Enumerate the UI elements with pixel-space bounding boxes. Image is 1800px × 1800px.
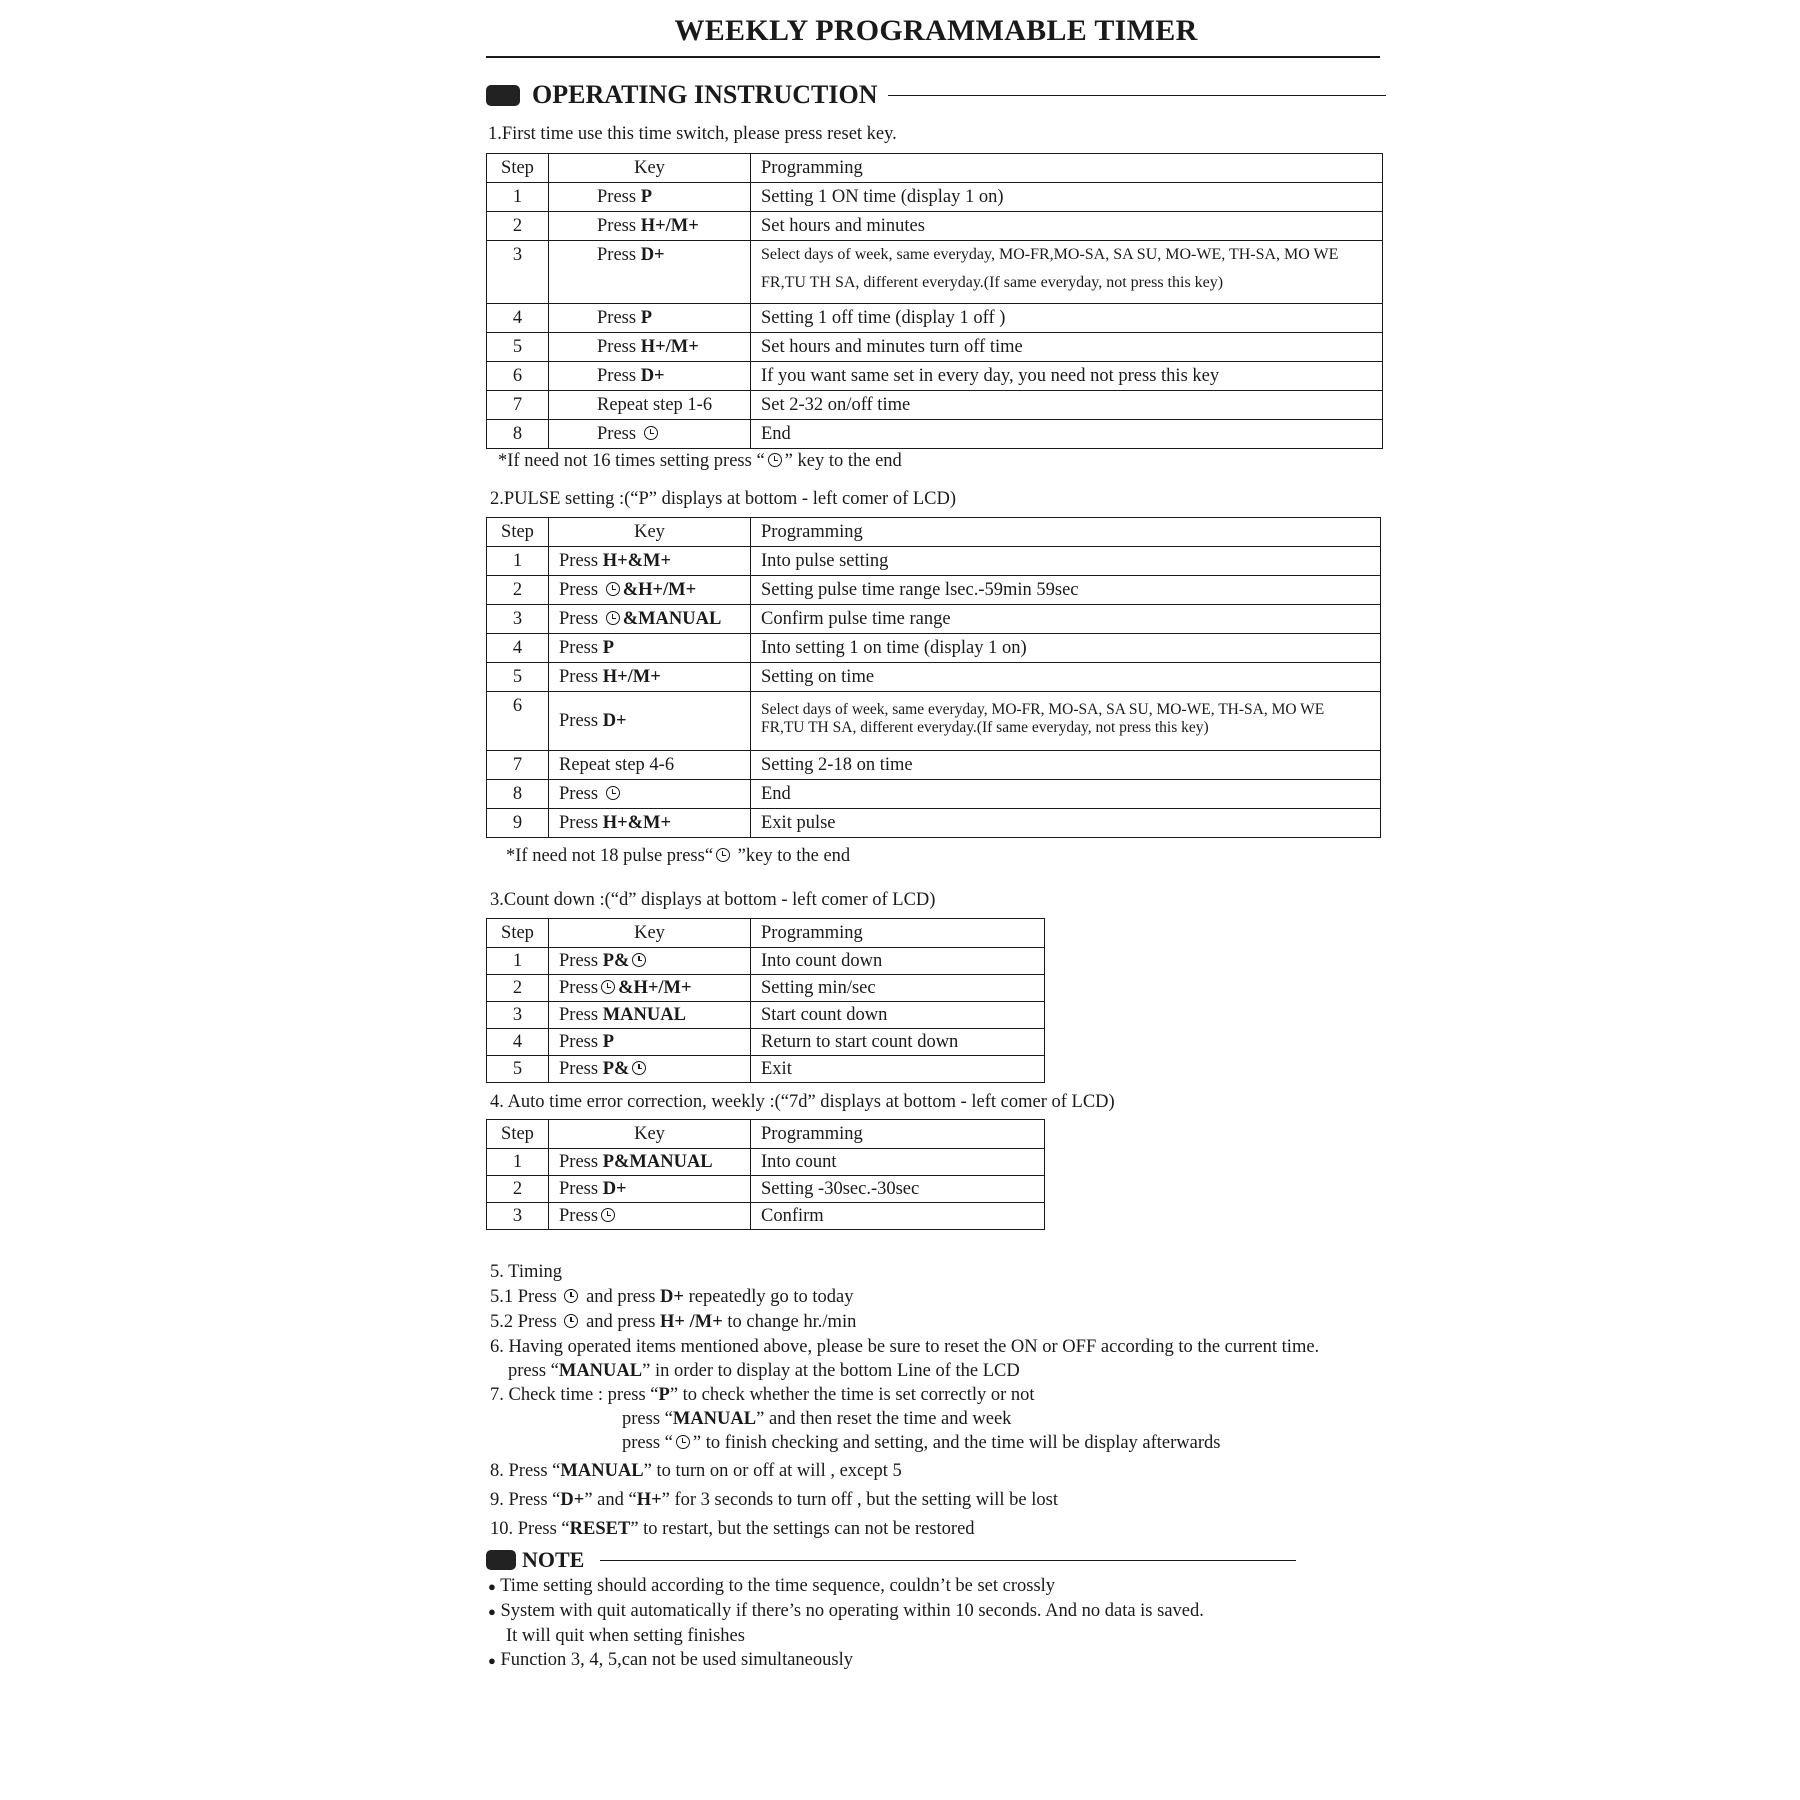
s2-intro: 2.PULSE setting :(“P” displays at bottom - left comer of LCD) [490,489,957,509]
header-programming: Programming [751,518,1381,547]
note-heading-rule [600,1560,1296,1561]
key-cell: Press P&MANUAL [549,1149,751,1176]
programming-cell: Exit pulse [751,809,1381,838]
key-cell: Press &H+/M+ [549,975,751,1002]
programming-cell: If you want same set in every day, you need not press this key [751,362,1383,391]
table-row [487,183,1383,212]
step-cell: 5 [487,1056,549,1083]
table-row [487,663,1381,692]
key-cell: Press MANUAL [549,1002,751,1029]
step-cell: 2 [487,975,549,1002]
item9: 9. Press “D+” and “H+” for 3 seconds to turn off , but the setting will be lost [490,1490,1058,1510]
programming-cell: Confirm [751,1203,1045,1230]
step-cell: 3 [487,1002,549,1029]
note-badge-icon [486,1550,516,1570]
table-row [487,333,1383,362]
title-rule [486,56,1380,58]
table-row [487,1176,1045,1203]
clock-icon [606,786,620,800]
clock-icon [606,611,620,625]
table-row [487,1056,1045,1083]
item10: 10. Press “RESET” to restart, but the settings can not be restored [490,1519,975,1539]
key-cell: Press P [549,1029,751,1056]
header-key: Key [549,1120,751,1149]
header-step: Step [487,154,549,183]
programming-cell: Setting min/sec [751,975,1045,1002]
key-cell: Press P [549,304,751,333]
step-cell: 4 [487,1029,549,1056]
key-cell: Press &H+/M+ [549,576,751,605]
table-row [487,362,1383,391]
programming-cell: Into setting 1 on time (display 1 on) [751,634,1381,663]
header-key: Key [549,919,751,948]
clock-icon [716,848,730,862]
clock-icon [676,1435,690,1449]
clock-icon [564,1314,578,1328]
key-cell: Press P& [549,948,751,975]
s5-line-2: 5.2 Press and press H+ /M+ to change hr./min [490,1312,857,1332]
key-cell: Press [549,780,751,809]
table-row [487,751,1381,780]
section-heading-rule [888,95,1386,96]
programming-cell: Into count down [751,948,1045,975]
programming-cell: Setting -30sec.-30sec [751,1176,1045,1203]
header-step: Step [487,518,549,547]
item8: 8. Press “MANUAL” to turn on or off at will , except 5 [490,1461,902,1481]
s5-line-1: 5.1 Press and press D+ repeatedly go to today [490,1287,854,1307]
programming-cell: Setting 1 ON time (display 1 on) [751,183,1383,212]
step-cell: 1 [487,183,549,212]
table-row [487,948,1045,975]
table-row [487,605,1381,634]
key-cell: Press D+ [549,362,751,391]
note-item-continuation: It will quit when setting finishes [506,1626,745,1646]
s3-header-row [487,919,1045,948]
programming-cell: Start count down [751,1002,1045,1029]
key-cell: Press D+ [549,241,751,304]
instructions-list [490,1260,1386,1542]
s4-intro: 4. Auto time error correction, weekly :(“7d” displays at bottom - left comer of LCD) [490,1092,1115,1112]
clock-icon [768,453,782,467]
programming-cell: Select days of week, same everyday, MO-FR,MO-SA, SA SU, MO-WE, TH-SA, MO WE FR,TU TH SA, different everyday.(If same everyday, not press this key) [751,241,1383,304]
s1-table [486,153,1383,449]
document-page [486,0,1386,1673]
clock-icon [601,1208,615,1222]
s2-table [486,517,1381,838]
programming-cell: Setting 2-18 on time [751,751,1381,780]
clock-icon [564,1289,578,1303]
table-row [487,547,1381,576]
key-cell: Press H+&M+ [549,547,751,576]
document-title: WEEKLY PROGRAMMABLE TIMER [674,14,1198,47]
step-cell: 4 [487,634,549,663]
step-cell: 2 [487,1176,549,1203]
table-row [487,420,1383,449]
section-badge-icon [486,85,520,106]
section-heading-label: OPERATING INSTRUCTION [532,80,878,109]
s3-table [486,918,1045,1083]
programming-cell: Set hours and minutes turn off time [751,333,1383,362]
step-cell: 7 [487,751,549,780]
note-list [488,1574,1386,1673]
header-key: Key [549,154,751,183]
clock-icon [644,426,658,440]
clock-icon [606,582,620,596]
header-key: Key [549,518,751,547]
item7-line-3: press “ ” to finish checking and setting, and the time will be display afterwards [622,1433,1221,1453]
step-cell: 6 [487,362,549,391]
step-cell: 6 [487,692,549,751]
step-cell: 8 [487,420,549,449]
key-cell: Press P [549,183,751,212]
table-row [487,391,1383,420]
key-cell: Press [549,420,751,449]
step-cell: 1 [487,1149,549,1176]
table-row [487,576,1381,605]
step-cell: 5 [487,333,549,362]
table-row [487,809,1381,838]
s4-header-row [487,1120,1045,1149]
table-row [487,692,1381,751]
key-cell: Repeat step 4-6 [549,751,751,780]
clock-icon [632,1061,646,1075]
programming-cell: Exit [751,1056,1045,1083]
header-programming: Programming [751,919,1045,948]
step-cell: 3 [487,241,549,304]
key-cell: Press P& [549,1056,751,1083]
note-item: ● Time setting should according to the time sequence, couldn’t be set crossly [488,1576,1056,1596]
clock-icon [601,980,615,994]
programming-cell: Return to start count down [751,1029,1045,1056]
step-cell: 7 [487,391,549,420]
clock-icon [632,953,646,967]
table-row [487,304,1383,333]
note-item: ● Function 3, 4, 5,can not be used simultaneously [488,1650,853,1670]
key-cell: Press [549,1203,751,1230]
table-row [487,241,1383,304]
s1-intro: 1.First time use this time switch, please press reset key. [488,124,897,144]
header-step: Step [487,1120,549,1149]
step-cell: 4 [487,304,549,333]
step-cell: 2 [487,212,549,241]
key-cell: Press D+ [549,1176,751,1203]
note-heading-label: NOTE [522,1547,585,1572]
key-cell: Press D+ [549,692,751,751]
s1-note: *If need not 16 times setting press “ ” key to the end [498,451,902,471]
header-step: Step [487,919,549,948]
table-row [487,1203,1045,1230]
item7-line-1: 7. Check time : press “P” to check whether the time is set correctly or not [490,1385,1035,1405]
table-row [487,1149,1045,1176]
section-heading [486,78,1386,112]
step-cell: 2 [487,576,549,605]
table-row [487,975,1045,1002]
header-programming: Programming [751,1120,1045,1149]
step-cell: 9 [487,809,549,838]
item6-line-1: 6. Having operated items mentioned above, please be sure to reset the ON or OFF according to the current time. [490,1337,1320,1357]
s3-intro: 3.Count down :(“d” displays at bottom - left comer of LCD) [490,890,936,910]
table-row [487,780,1381,809]
table-row [487,634,1381,663]
programming-cell: Confirm pulse time range [751,605,1381,634]
programming-cell: Set 2-32 on/off time [751,391,1383,420]
s5-heading: 5. Timing [490,1262,562,1282]
table-row [487,1029,1045,1056]
key-cell: Press H+/M+ [549,212,751,241]
step-cell: 5 [487,663,549,692]
step-cell: 8 [487,780,549,809]
s2-note: *If need not 18 pulse press“ ”key to the end [506,846,851,866]
step-cell: 3 [487,605,549,634]
step-cell: 1 [487,948,549,975]
key-cell: Repeat step 1-6 [549,391,751,420]
s4-table [486,1119,1045,1230]
programming-cell: Setting 1 off time (display 1 off ) [751,304,1383,333]
header-programming: Programming [751,154,1383,183]
programming-cell: Setting on time [751,663,1381,692]
note-item: ● System with quit automatically if there’s no operating within 10 seconds. And no data is saved. [488,1601,1204,1621]
programming-cell: Select days of week, same everyday, MO-FR, MO-SA, SA SU, MO-WE, TH-SA, MO WE FR,TU TH SA, different everyday.(If same everyday, not press this key) [751,692,1381,751]
programming-cell: Into count [751,1149,1045,1176]
programming-cell: End [751,420,1383,449]
key-cell: Press P [549,634,751,663]
key-cell: Press H+/M+ [549,333,751,362]
item6-line-2: press “MANUAL” in order to display at the bottom Line of the LCD [508,1361,1020,1381]
programming-cell: Into pulse setting [751,547,1381,576]
step-cell: 3 [487,1203,549,1230]
key-cell: Press &MANUAL [549,605,751,634]
table-row [487,212,1383,241]
s1-header-row [487,154,1383,183]
note-heading [486,1546,1296,1574]
programming-cell: End [751,780,1381,809]
s2-header-row [487,518,1381,547]
key-cell: Press H+&M+ [549,809,751,838]
programming-cell: Setting pulse time range lsec.-59min 59sec [751,576,1381,605]
table-row [487,1002,1045,1029]
programming-cell: Set hours and minutes [751,212,1383,241]
step-cell: 1 [487,547,549,576]
key-cell: Press H+/M+ [549,663,751,692]
item7-line-2: press “MANUAL” and then reset the time and week [622,1409,1012,1429]
